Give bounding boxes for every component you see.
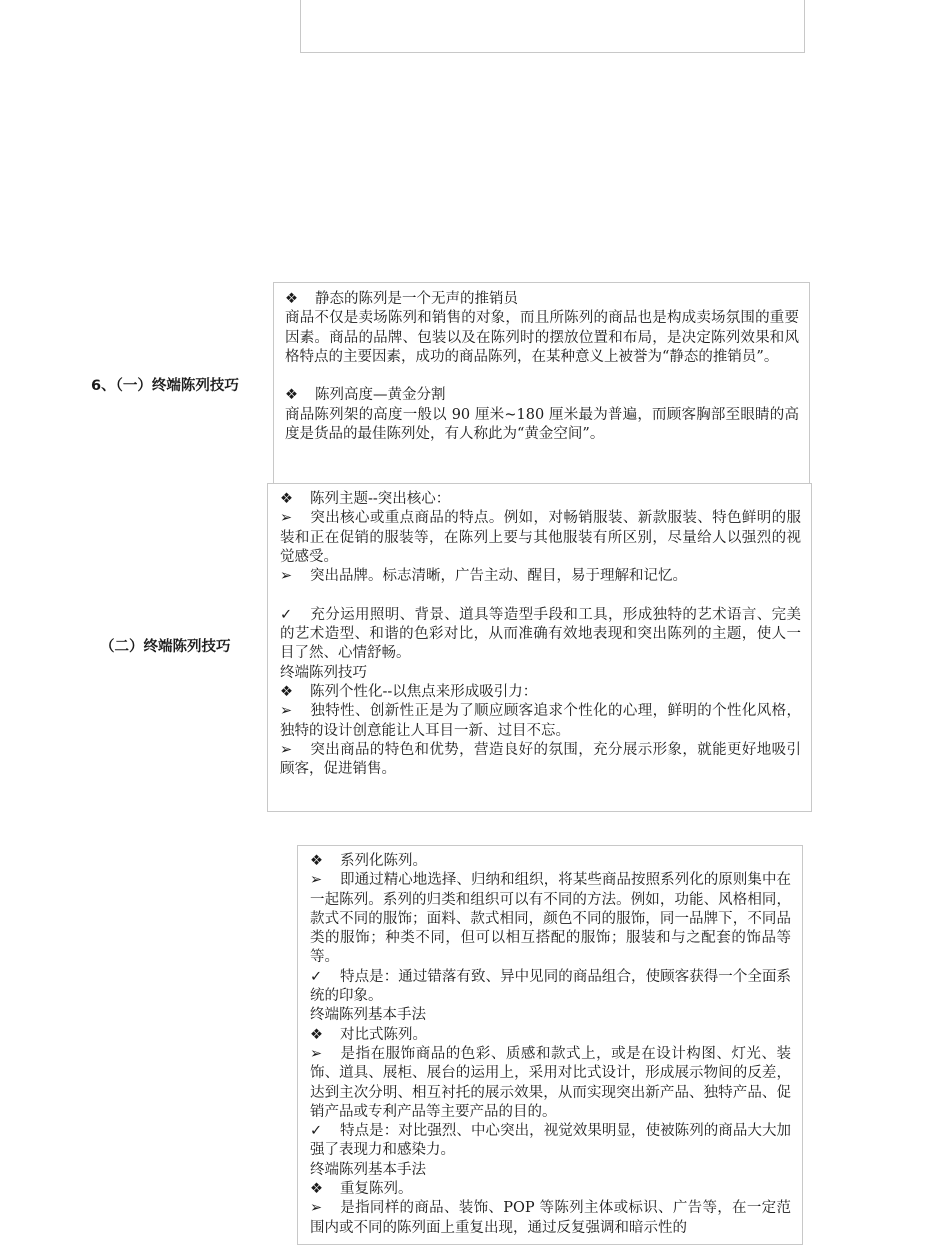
text-line xyxy=(280,606,801,664)
line-text: 陈列主题--突出核心： xyxy=(310,491,451,507)
text-line xyxy=(310,1026,791,1045)
bullet-icon: ❖ xyxy=(285,291,298,307)
text-line xyxy=(280,683,801,702)
line-text: 是指在服饰商品的色彩、质感和款式上，或是在设计构图、灯光、装饰、道具、展柜、展台的运用上，采用对比式设计，形成展示物间的反差，达到主次分明、相互衬托的展示效果，从而实现突出新产品、独特产品、促销产品或专利产品等主要产品的目的。 xyxy=(310,1045,791,1120)
line-text: 充分运用照明、背景、道具等造型手段和工具，形成独特的艺术语言、完美的艺术造型、和谐的色彩对比，从而准确有效地表现和突出陈列的主题，使人一目了然、心情舒畅。 xyxy=(280,606,801,662)
line-text: 突出商品的特色和优势，营造良好的氛围，充分展示形象，就能更好地吸引顾客，促进销售。 xyxy=(280,741,801,778)
line-text: 特点是：通过错落有致、异中见同的商品组合，使顾客获得一个全面系统的印象。 xyxy=(310,968,791,1005)
text-line xyxy=(285,367,799,386)
bullet-icon: ✓ xyxy=(310,1123,323,1140)
text-line xyxy=(280,490,801,509)
bullet-icon: ❖ xyxy=(285,387,298,404)
line-text: 终端陈列基本手法 xyxy=(310,1007,426,1024)
bullet-icon: ➢ xyxy=(310,1200,323,1217)
text-line xyxy=(310,1180,791,1199)
text-line xyxy=(310,852,791,871)
bullet-icon: ➢ xyxy=(280,568,293,585)
line-text: 是指同样的商品、装饰、POP 等陈列主体或标识、广告等，在一定范围内或不同的陈列面上重复出现，通过反复强调和暗示性的 xyxy=(310,1200,791,1236)
top-partial-box xyxy=(300,0,805,53)
line-text: 商品不仅是卖场陈列和销售的对象，而且所陈列的商品也是构成卖场氛围的重要因素。商品的品牌、包装以及在陈列时的摆放位置和布局，是决定陈列效果和风格特点的主要因素，成功的商品陈列，在某种意义上被誉为“静态的推销员”。 xyxy=(285,310,799,365)
line-text: 突出品牌。标志清晰，广告主动、醒目，易于理解和记忆。 xyxy=(310,568,687,585)
display-tips-box-1 xyxy=(273,282,810,485)
text-line xyxy=(280,567,801,586)
text-line xyxy=(280,664,801,683)
display-methods-box xyxy=(297,845,803,1245)
text-line xyxy=(285,406,799,445)
section-6-label: 6、（一）终端陈列技巧 xyxy=(91,378,239,394)
text-line xyxy=(310,1006,791,1025)
bullet-icon: ❖ xyxy=(310,1181,323,1198)
section-2-label: （二）终端陈列技巧 xyxy=(100,639,231,655)
line-text: 终端陈列技巧 xyxy=(280,664,367,681)
text-line xyxy=(285,309,799,367)
line-text: 陈列高度—黄金分割 xyxy=(315,387,446,404)
line-text: 即通过精心地选择、归纳和组织，将某些商品按照系列化的原则集中在一起陈列。系列的归类和组织可以有不同的方法。例如，功能、风格相同，款式不同的服饰；面料、款式相同，颜色不同的服饰，同一品牌下，不同品类的服饰；种类不同，但可以相互搭配的服饰；服装和与之配套的饰品等等。 xyxy=(310,872,791,966)
text-line xyxy=(285,290,799,309)
line-text: 终端陈列基本手法 xyxy=(310,1161,426,1178)
bullet-icon: ❖ xyxy=(310,853,323,869)
line-text: 对比式陈列。 xyxy=(340,1026,427,1043)
bullet-icon: ❖ xyxy=(280,683,293,700)
text-line xyxy=(280,509,801,567)
line-text: 静态的陈列是一个无声的推销员 xyxy=(315,291,518,307)
line-text: 独特性、创新性正是为了顺应顾客追求个性化的心理，鲜明的个性化风格，独特的设计创意能让人耳目一新、过目不忘。 xyxy=(280,703,801,739)
text-line xyxy=(280,586,801,605)
line-text: 陈列个性化--以焦点来形成吸引力： xyxy=(310,683,538,700)
line-text: 系列化陈列。 xyxy=(340,853,427,869)
text-line xyxy=(280,741,801,780)
bullet-icon: ➢ xyxy=(280,741,293,758)
bullet-icon: ❖ xyxy=(310,1026,323,1043)
line-text: 突出核心或重点商品的特点。例如，对畅销服装、新款服装、特色鲜明的服装和正在促销的服装等，在陈列上要与其他服装有所区别，尽量给人以强烈的视觉感受。 xyxy=(280,510,801,565)
text-line xyxy=(310,1199,791,1238)
line-text: 特点是：对比强烈、中心突出，视觉效果明显，使被陈列的商品大大加强了表现力和感染力。 xyxy=(310,1123,791,1159)
bullet-icon: ✓ xyxy=(310,968,323,985)
text-line xyxy=(280,702,801,741)
bullet-icon: ✓ xyxy=(280,606,293,623)
bullet-icon: ➢ xyxy=(280,510,293,527)
bullet-icon: ➢ xyxy=(310,1045,323,1062)
bullet-icon: ➢ xyxy=(310,872,323,889)
text-line xyxy=(310,1045,791,1122)
text-line xyxy=(285,386,799,405)
bullet-icon: ➢ xyxy=(280,703,293,720)
line-text: 商品陈列架的高度一般以 90 厘米~180 厘米最为普遍，而顾客胸部至眼睛的高度是货品的最佳陈列处，有人称此为“黄金空间”。 xyxy=(285,406,799,443)
bullet-icon: ❖ xyxy=(280,491,293,507)
text-line xyxy=(310,1122,791,1161)
text-line xyxy=(310,871,791,967)
text-line xyxy=(310,968,791,1007)
line-text: 重复陈列。 xyxy=(340,1181,413,1198)
text-line xyxy=(310,1161,791,1180)
display-tips-box-2 xyxy=(267,483,812,812)
